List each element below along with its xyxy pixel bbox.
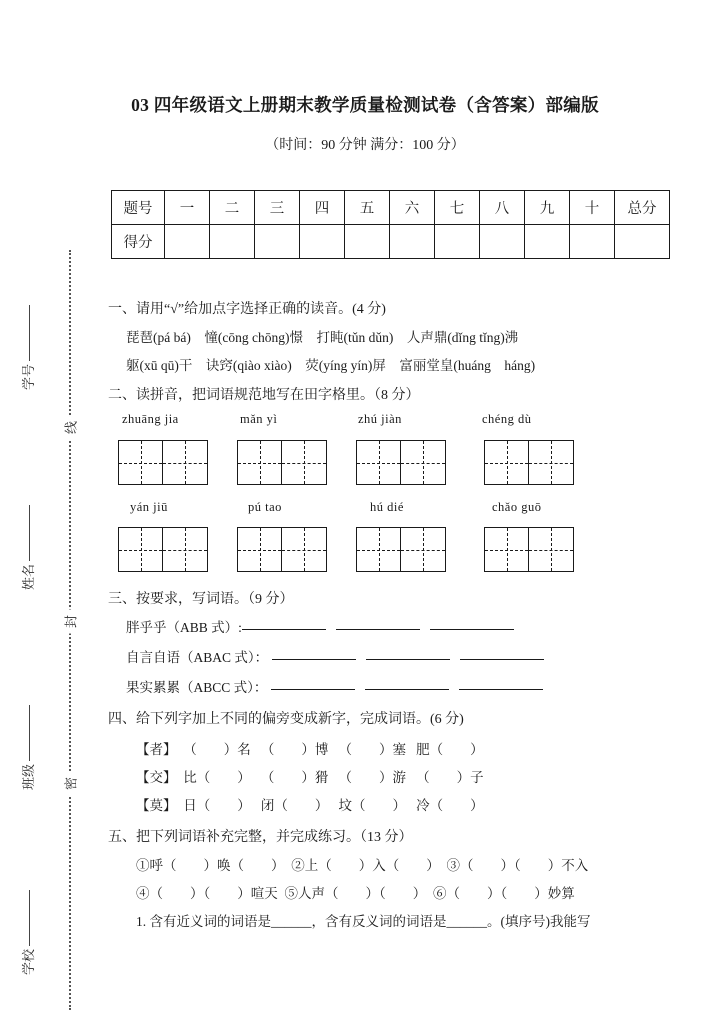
- exam-meta: （时间：90 分钟 满分：100 分）: [265, 138, 465, 153]
- section-5-subitem-1: 1. 含有近义词的词语是______，含有反义词的词语是______。(填序号)我能写: [136, 914, 591, 929]
- tianzige-grid-2-3[interactable]: [356, 527, 446, 572]
- tianzige-cell[interactable]: [356, 440, 401, 485]
- tianzige-pinyin-1-3: zhú jiàn: [358, 412, 402, 426]
- section-5-row-2-item-1[interactable]: ⑤人声（ ）（ ）: [284, 886, 427, 901]
- section-3-item-1: [126, 616, 514, 636]
- tianzige-pinyin-1-2: mǎn yì: [240, 412, 278, 426]
- field-school-rule: [29, 890, 30, 946]
- score-table-col-5: 六: [390, 191, 435, 225]
- section-3-heading: 三、按要求，写词语。（9 分）: [108, 592, 294, 607]
- score-cell-9[interactable]: [570, 225, 615, 259]
- tianzige-cell[interactable]: [529, 440, 574, 485]
- score-table-row-label-0: 题号: [112, 191, 165, 225]
- section-5-row-2-item-2[interactable]: ⑥（ ）（ ）妙算: [433, 886, 575, 901]
- section-3-item-2-prompt: 自言自语（ABAC 式）：: [126, 650, 269, 665]
- field-school: [18, 855, 37, 975]
- tianzige-grid-2-4[interactable]: [484, 527, 574, 572]
- tianzige-cell[interactable]: [356, 527, 401, 572]
- tianzige-cell[interactable]: [401, 527, 446, 572]
- tianzige-cell[interactable]: [401, 440, 446, 485]
- score-table-col-2: 三: [255, 191, 300, 225]
- section-5-row-1: [136, 854, 588, 874]
- section-4-row-1-cell-1[interactable]: （ ）博: [260, 742, 329, 757]
- tianzige-grid-1-1[interactable]: [118, 440, 208, 485]
- score-table-col-4: 五: [345, 191, 390, 225]
- score-table-col-0: 一: [165, 191, 210, 225]
- tianzige-cell[interactable]: [282, 440, 327, 485]
- seal-char-2: 封: [61, 610, 80, 634]
- field-name-rule: [29, 505, 30, 561]
- section-3-item-2: [126, 646, 544, 666]
- section-5-row-1-item-0[interactable]: ①呼（ ）唤（ ）: [136, 858, 285, 873]
- section-5-row-1-item-1[interactable]: ②上（ ）入（ ）: [291, 858, 440, 873]
- tianzige-pinyin-2-2: pú tao: [248, 500, 282, 514]
- section-4-row-1: [136, 738, 484, 758]
- score-cell-2[interactable]: [255, 225, 300, 259]
- tianzige-grid-1-2[interactable]: [237, 440, 327, 485]
- tianzige-pinyin-1-1: zhuāng jia: [122, 412, 179, 426]
- section-4-heading: 四、给下列字加上不同的偏旁变成新字，完成词语。(6 分): [108, 712, 464, 727]
- score-cell-8[interactable]: [525, 225, 570, 259]
- section-4-row-3-cell-3[interactable]: 冷（ ）: [416, 798, 484, 813]
- section-5-row-2: [136, 882, 575, 902]
- tianzige-cell[interactable]: [282, 527, 327, 572]
- section-1-heading: 一、请用“√”给加点字选择正确的读音。(4 分): [108, 302, 386, 317]
- section-4-row-3-cell-0[interactable]: 日（ ）: [183, 798, 251, 813]
- section-3-item-3: [126, 676, 543, 696]
- tianzige-pinyin-2-3: hú dié: [370, 500, 404, 514]
- tianzige-cell[interactable]: [237, 527, 282, 572]
- tianzige-cell[interactable]: [163, 527, 208, 572]
- score-table-row-label-1: 得分: [112, 225, 165, 259]
- section-5-row-2-item-0[interactable]: ④（ ）（ ）喧天: [136, 886, 278, 901]
- score-table-col-9: 十: [570, 191, 615, 225]
- tianzige-cell[interactable]: [484, 527, 529, 572]
- section-4-row-1-cell-2[interactable]: （ ）塞: [338, 742, 406, 757]
- score-table-col-7: 八: [480, 191, 525, 225]
- section-4-row-2-cell-2[interactable]: （ ）游: [338, 770, 406, 785]
- section-3-item-1-prompt: 胖乎乎（ABB 式）:: [126, 620, 242, 635]
- score-cell-4[interactable]: [345, 225, 390, 259]
- score-cell-0[interactable]: [165, 225, 210, 259]
- score-table-col-1: 二: [210, 191, 255, 225]
- tianzige-cell[interactable]: [237, 440, 282, 485]
- tianzige-pinyin-2-4: chǎo guō: [492, 500, 542, 514]
- table-row-question-numbers: [112, 191, 670, 225]
- tianzige-grid-2-2[interactable]: [237, 527, 327, 572]
- answer-blank[interactable]: [242, 629, 326, 630]
- answer-blank[interactable]: [271, 689, 355, 690]
- section-5-row-1-item-2[interactable]: ③（ ）（ ）不入: [446, 858, 589, 873]
- tianzige-cell[interactable]: [529, 527, 574, 572]
- answer-blank[interactable]: [365, 689, 449, 690]
- table-row-scores: [112, 225, 670, 259]
- section-1-line-2: 躯(xū qū)干 诀窍(qiào xiào) 荧(yíng yín)屏 富丽堂皇(huáng háng): [126, 358, 536, 373]
- score-cell-5[interactable]: [390, 225, 435, 259]
- section-4-row-2: [136, 766, 484, 786]
- section-4-row-1-radical: 【者】: [136, 742, 177, 757]
- tianzige-grid-1-3[interactable]: [356, 440, 446, 485]
- answer-blank[interactable]: [336, 629, 420, 630]
- tianzige-cell[interactable]: [118, 440, 163, 485]
- field-student-id: [18, 270, 37, 390]
- tianzige-cell[interactable]: [118, 527, 163, 572]
- section-4-row-2-cell-1[interactable]: （ ）猾: [260, 770, 329, 785]
- answer-blank[interactable]: [272, 659, 356, 660]
- section-4-row-1-cell-0[interactable]: （ ）名: [183, 742, 251, 757]
- field-student-id-label: 学号: [21, 363, 36, 390]
- section-4-row-3-radical: 【莫】: [136, 798, 177, 813]
- score-cell-6[interactable]: [435, 225, 480, 259]
- section-4-row-3-cell-2[interactable]: 坟（ ）: [338, 798, 406, 813]
- field-school-label: 学校: [21, 948, 36, 975]
- section-4-row-3: [136, 794, 484, 814]
- seal-margin: [0, 0, 100, 1024]
- field-name: [18, 470, 37, 590]
- answer-blank[interactable]: [460, 659, 544, 660]
- score-table-col-6: 七: [435, 191, 480, 225]
- tianzige-pinyin-1-4: chéng dù: [482, 412, 532, 426]
- exam-sheet: [100, 0, 724, 1024]
- tianzige-grid-2-1[interactable]: [118, 527, 208, 572]
- score-table-col-8: 九: [525, 191, 570, 225]
- score-cell-1[interactable]: [210, 225, 255, 259]
- score-table-col-total: 总分: [615, 191, 670, 225]
- score-cell-7[interactable]: [480, 225, 525, 259]
- section-4-row-2-cell-3[interactable]: （ ）子: [416, 770, 484, 785]
- score-table: [111, 190, 670, 259]
- tianzige-pinyin-2-1: yán jiū: [130, 500, 168, 514]
- section-2-heading: 二、读拼音，把词语规范地写在田字格里。（8 分）: [108, 388, 420, 403]
- field-class-rule: [29, 705, 30, 761]
- answer-blank[interactable]: [459, 689, 543, 690]
- section-4-row-2-cell-0[interactable]: 比（ ）: [183, 770, 251, 785]
- tianzige-cell[interactable]: [484, 440, 529, 485]
- section-4-row-3-cell-1[interactable]: 闭（ ）: [260, 798, 329, 813]
- answer-blank[interactable]: [430, 629, 514, 630]
- page-title: 03 四年级语文上册期末教学质量检测试卷（含答案）部编版: [131, 95, 599, 115]
- field-class-label: 班级: [21, 763, 36, 790]
- score-cell-3[interactable]: [300, 225, 345, 259]
- section-4-row-1-cell-3[interactable]: 肥（ ）: [416, 742, 484, 757]
- score-cell-total[interactable]: [615, 225, 670, 259]
- section-4-row-2-radical: 【交】: [136, 770, 177, 785]
- field-name-label: 姓名: [21, 563, 36, 590]
- field-class: [18, 670, 37, 790]
- tianzige-grid-1-4[interactable]: [484, 440, 574, 485]
- tianzige-cell[interactable]: [163, 440, 208, 485]
- seal-char-1: 线: [61, 416, 80, 440]
- section-1-line-1: 琵琶(pá bá) 憧(cōng chōng)憬 打盹(tǔn dǔn) 人声鼎(dǐng tǐng)沸: [126, 330, 519, 345]
- section-3-item-3-prompt: 果实累累（ABCC 式）：: [126, 680, 268, 695]
- seal-char-3: 密: [61, 772, 80, 796]
- score-table-col-3: 四: [300, 191, 345, 225]
- section-5-heading: 五、把下列词语补充完整，并完成练习。（13 分）: [108, 830, 413, 845]
- answer-blank[interactable]: [366, 659, 450, 660]
- field-student-id-rule: [29, 305, 30, 361]
